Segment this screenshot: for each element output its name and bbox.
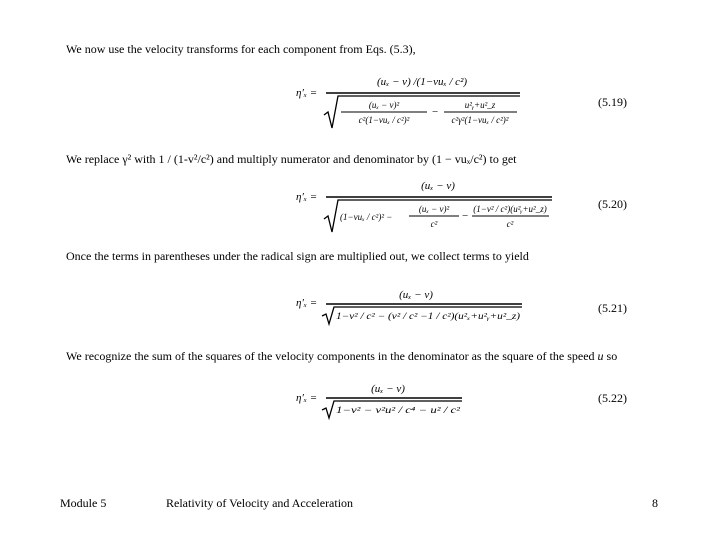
equation-number-5-20: (5.20): [598, 197, 627, 211]
eq519-term1-den: c²(1−vuₓ / c²)²: [358, 115, 410, 125]
eq520-term1-num: (uₓ − v)²: [418, 204, 450, 214]
eq521-radicand: 1−v² / c² − (v² / c² −1 / c²)(u²ₓ+u²ᵧ+u²_z): [336, 311, 520, 321]
equation-number-5-19: (5.19): [598, 95, 627, 109]
eq522-numerator: (uₓ − v): [371, 383, 405, 395]
paragraph-speed-variable: u: [597, 349, 604, 363]
eq519-term2-num: u²ᵧ+u²_z: [464, 100, 496, 110]
equation-5-20: [296, 176, 556, 236]
eq520-term2-num: (1−v² / c²)(u²ᵧ+u²_z): [473, 204, 547, 214]
eq520-radicand-left: (1−vuₓ / c²)² −: [340, 212, 393, 222]
equation-number-5-22: (5.22): [598, 391, 627, 405]
eq521-numerator: (uₓ − v): [399, 289, 433, 301]
footer-page-number: 8: [652, 496, 658, 510]
eq519-term1-num: (uₓ − v)²: [368, 100, 400, 110]
eq519-term2-den: c²γ²(1−vuₓ / c²)²: [451, 115, 509, 125]
eq520-term2-den: c²: [506, 219, 514, 229]
equation-number-5-21: (5.21): [598, 301, 627, 315]
paragraph-speed-end: so: [606, 349, 618, 363]
equation-5-22: [296, 382, 476, 422]
paragraph-speed-text: We recognize the sum of the squares of the velocity components in the denominator as the square of the speed: [66, 349, 595, 363]
eq519-minus: −: [432, 106, 439, 118]
eq522-lhs: η′ₓ =: [296, 392, 318, 404]
eq520-term1-den: c²: [430, 219, 438, 229]
paragraph-replace-gamma: We replace γ² with 1 / (1-v²/c²) and multiply numerator and denominator by (1 − vuₓ/c²) to get: [66, 152, 517, 166]
eq521-lhs: η′ₓ =: [296, 297, 318, 309]
eq519-lhs: η′ₓ =: [296, 87, 318, 99]
eq522-radicand: 1−v² − v²u² / c⁴ − u² / c²: [336, 405, 461, 415]
eq520-minus: −: [462, 210, 469, 222]
paragraph-velocity-transforms: We now use the velocity transforms for each component from Eqs. (5.3),: [66, 42, 416, 56]
eq520-lhs: η′ₓ =: [296, 191, 318, 203]
paragraph-collect-terms: Once the terms in parentheses under the radical sign are multiplied out, we collect terms to yield: [66, 249, 529, 263]
eq520-numerator: (uₓ − v): [421, 180, 455, 192]
footer-module: Module 5: [60, 496, 107, 510]
paragraph-speed-squared: [66, 349, 617, 363]
equation-5-21: [296, 288, 536, 328]
eq519-numerator: (uₓ − v) /(1−vuₓ / c²): [376, 76, 468, 88]
footer-title: Relativity of Velocity and Acceleration: [166, 496, 354, 510]
equation-5-19: [296, 72, 536, 132]
